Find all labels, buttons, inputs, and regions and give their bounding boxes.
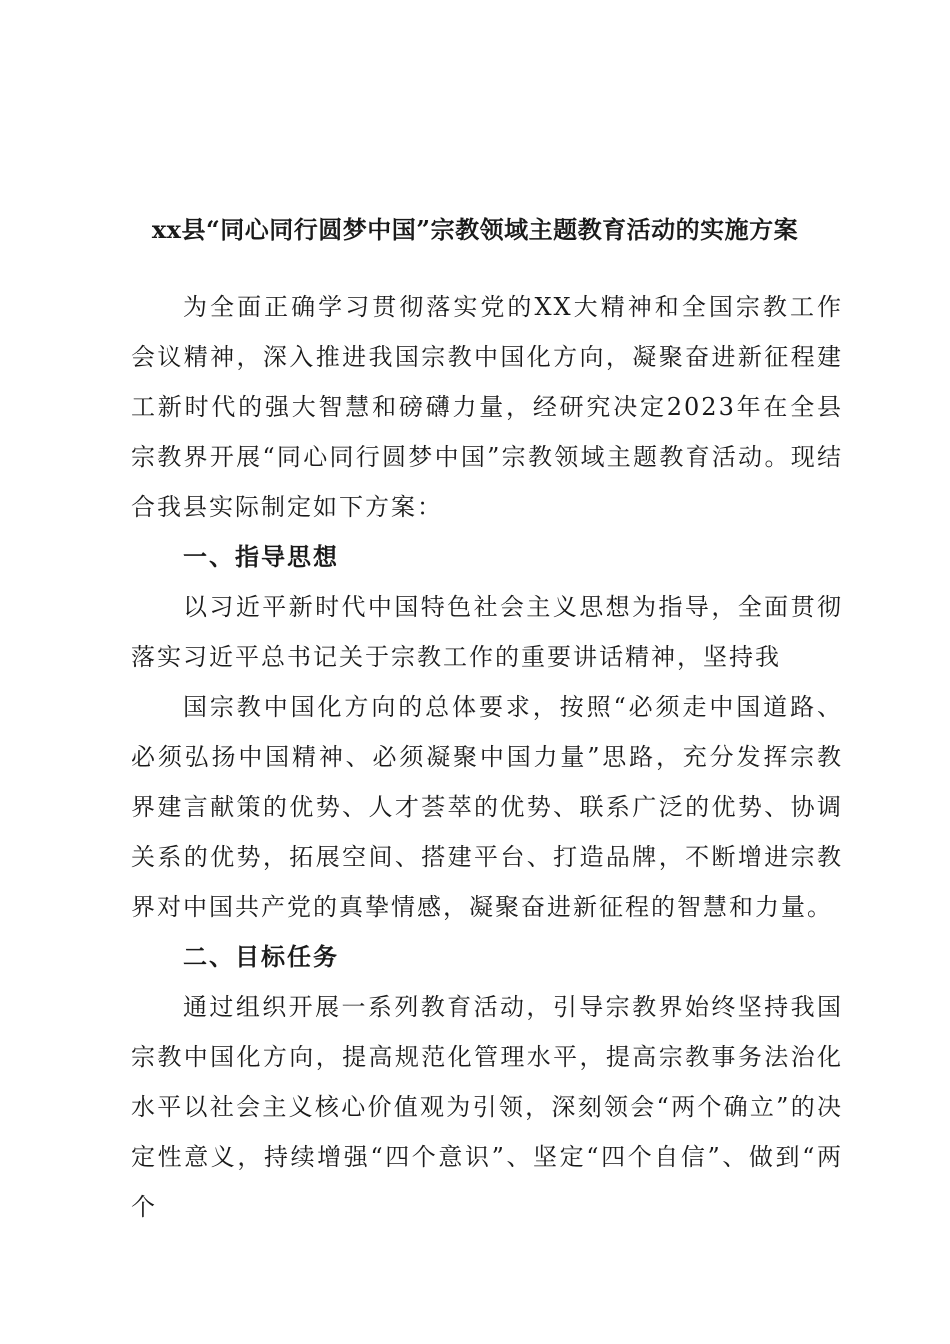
document-body bbox=[131, 282, 843, 1232]
document-title: xx县“同心同行圆梦中国”宗教领域主题教育活动的实施方案 bbox=[151, 215, 799, 244]
section-heading-guiding-ideology: 一、指导思想 bbox=[183, 542, 339, 571]
section-heading-goals-tasks: 二、目标任务 bbox=[183, 942, 339, 971]
guiding-ideology-paragraph-2: 国宗教中国化方向的总体要求，按照“必须走中国道路、必须弘扬中国精神、必须凝聚中国力量”思路，充分发挥宗教界建言献策的优势、人才荟萃的优势、联系广泛的优势、协调关系的优势，拓展空间、搭建平台、打造品牌，不断增进宗教界对中国共产党的真挚情感，凝聚奋进新征程的智慧和力量。 bbox=[131, 693, 843, 921]
guiding-ideology-paragraph-1: 以习近平新时代中国特色社会主义思想为指导，全面贯彻落实习近平总书记关于宗教工作的重要讲话精神，坚持我 bbox=[131, 593, 843, 671]
intro-paragraph: 为全面正确学习贯彻落实党的XX大精神和全国宗教工作会议精神，深入推进我国宗教中国化方向，凝聚奋进新征程建工新时代的强大智慧和磅礴力量，经研究决定2023年在全县宗教界开展“同心同行圆梦中国”宗教领域主题教育活动。现结合我县实际制定如下方案： bbox=[131, 293, 843, 521]
goals-tasks-paragraph: 通过组织开展一系列教育活动，引导宗教界始终坚持我国宗教中国化方向，提高规范化管理水平，提高宗教事务法治化水平以社会主义核心价值观为引领，深刻领会“两个确立”的决定性意义，持续增强“四个意识”、坚定“四个自信”、做到“两个 bbox=[131, 993, 843, 1221]
